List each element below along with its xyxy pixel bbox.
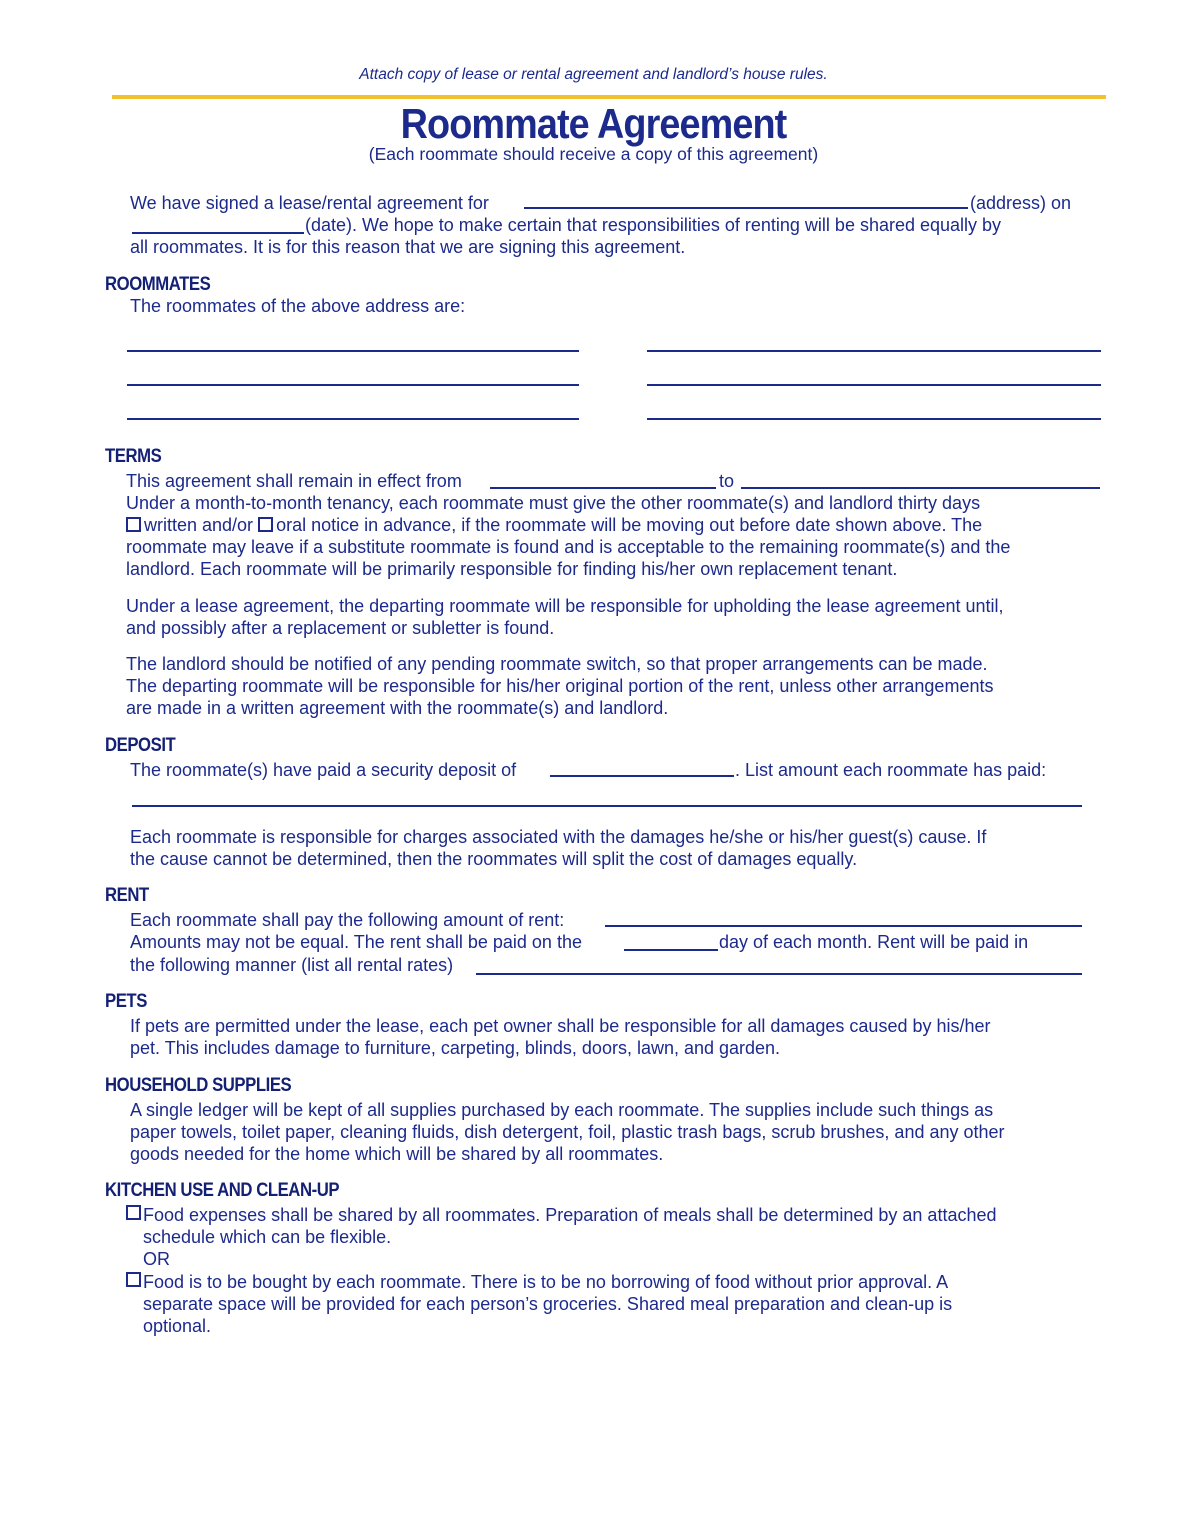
intro-line-2: (date). We hope to make certain that responsibilities of renting will be shared equally by [305, 215, 1002, 235]
supplies-line-2: paper towels, toilet paper, cleaning fluids, dish detergent, foil, plastic trash bags, scrub brushes, and any other [130, 1122, 1005, 1142]
roommate-name-field[interactable] [647, 418, 1101, 420]
kitchen-heading: KITCHEN USE AND CLEAN-UP [105, 1180, 340, 1201]
rent-amount-field[interactable] [605, 925, 1082, 927]
terms-para3-line-2: The departing roommate will be responsible for his/her original portion of the rent, unless other arrangements [126, 676, 994, 696]
supplies-heading: HOUSEHOLD SUPPLIES [105, 1075, 292, 1096]
start-date-field[interactable] [490, 487, 716, 489]
roommates-heading: ROOMMATES [105, 274, 211, 295]
deposit-para2-line-1: Each roommate is responsible for charges associated with the damages he/she or his/her guest(s) cause. If [130, 827, 987, 847]
written-notice-checkbox[interactable] [126, 517, 141, 532]
terms-line-1a: This agreement shall remain in effect from [126, 471, 462, 491]
rent-line-1: Each roommate shall pay the following amount of rent: [130, 910, 565, 930]
terms-line-2: Under a month-to-month tenancy, each roommate must give the other roommate(s) and landlord thirty days [126, 493, 981, 513]
kitchen-option2-line-2: separate space will be provided for each person’s groceries. Shared meal preparation and clean-up is [143, 1294, 953, 1314]
kitchen-or-label: OR [143, 1249, 170, 1269]
rent-line-3: the following manner (list all rental rates) [130, 955, 454, 975]
terms-para3-line-1: The landlord should be notified of any pending roommate switch, so that proper arrangements can be made. [126, 654, 988, 674]
pets-line-1: If pets are permitted under the lease, each pet owner shall be responsible for all damages caused by his/her [130, 1016, 991, 1036]
rent-day-field[interactable] [624, 949, 718, 951]
page-subtitle: (Each roommate should receive a copy of this agreement) [368, 144, 819, 164]
terms-line-4: roommate may leave if a substitute roommate is found and is acceptable to the remaining roommate(s) and the [126, 537, 1011, 557]
deposit-para2-line-2: the cause cannot be determined, then the roommates will split the cost of damages equally. [130, 849, 858, 869]
supplies-line-3: goods needed for the home which will be shared by all roommates. [130, 1144, 664, 1164]
terms-line-3 [126, 514, 982, 536]
header-divider [112, 95, 1106, 99]
roommate-name-field[interactable] [127, 350, 579, 352]
intro-line-3: all roommates. It is for this reason that we are signing this agreement. [130, 237, 686, 257]
deposit-amount-field[interactable] [550, 775, 734, 777]
date-field[interactable] [132, 232, 304, 234]
terms-para2-line-1: Under a lease agreement, the departing roommate will be responsible for upholding the lease agreement until, [126, 596, 1004, 616]
terms-para3-line-3: are made in a written agreement with the roommate(s) and landlord. [126, 698, 669, 718]
terms-line-5: landlord. Each roommate will be primarily responsible for finding his/her own replacement tenant. [126, 559, 898, 579]
shared-food-checkbox[interactable] [126, 1205, 144, 1224]
rent-line-2b: day of each month. Rent will be paid in [719, 932, 1029, 952]
terms-heading: TERMS [105, 446, 162, 467]
rent-heading: RENT [105, 885, 149, 906]
kitchen-option1-line-1: Food expenses shall be shared by all roommates. Preparation of meals shall be determined by an attached [143, 1205, 997, 1225]
roommate-name-field[interactable] [127, 418, 579, 420]
roommate-name-field[interactable] [127, 384, 579, 386]
written-notice-label: written and/or [144, 515, 254, 535]
roommate-name-field[interactable] [647, 350, 1101, 352]
kitchen-option2-line-1: Food is to be bought by each roommate. There is to be no borrowing of food without prior approval. A [143, 1272, 949, 1292]
page-title: Roommate Agreement [400, 100, 787, 147]
deposit-line-1a: The roommate(s) have paid a security deposit of [130, 760, 517, 780]
pets-line-2: pet. This includes damage to furniture, carpeting, blinds, doors, lawn, and garden. [130, 1038, 781, 1058]
address-field[interactable] [524, 207, 968, 209]
supplies-line-1: A single ledger will be kept of all supplies purchased by each roommate. The supplies include such things as [130, 1100, 994, 1120]
terms-line-1b: to [719, 471, 735, 491]
pets-heading: PETS [105, 991, 147, 1012]
deposit-line-1b: . List amount each roommate has paid: [735, 760, 1047, 780]
intro-line-1a: We have signed a lease/rental agreement for [130, 193, 489, 213]
rental-rates-field[interactable] [476, 973, 1082, 975]
separate-food-checkbox[interactable] [126, 1272, 144, 1291]
oral-notice-label: oral notice in advance, if the roommate will be moving out before date shown above. The [276, 515, 983, 535]
terms-para2-line-2: and possibly after a replacement or subletter is found. [126, 618, 555, 638]
deposit-heading: DEPOSIT [105, 735, 176, 756]
rent-line-2a: Amounts may not be equal. The rent shall be paid on the [130, 932, 582, 952]
oral-notice-checkbox[interactable] [258, 517, 273, 532]
intro-line-1b: (address) on [970, 193, 1072, 213]
attachment-note: Attach copy of lease or rental agreement and landlord’s house rules. [359, 66, 828, 83]
deposit-breakdown-field[interactable] [132, 805, 1082, 807]
roommate-name-field[interactable] [647, 384, 1101, 386]
kitchen-option1-line-2: schedule which can be flexible. [143, 1227, 392, 1247]
end-date-field[interactable] [741, 487, 1100, 489]
roommates-text: The roommates of the above address are: [130, 296, 466, 316]
kitchen-option2-line-3: optional. [143, 1316, 212, 1336]
